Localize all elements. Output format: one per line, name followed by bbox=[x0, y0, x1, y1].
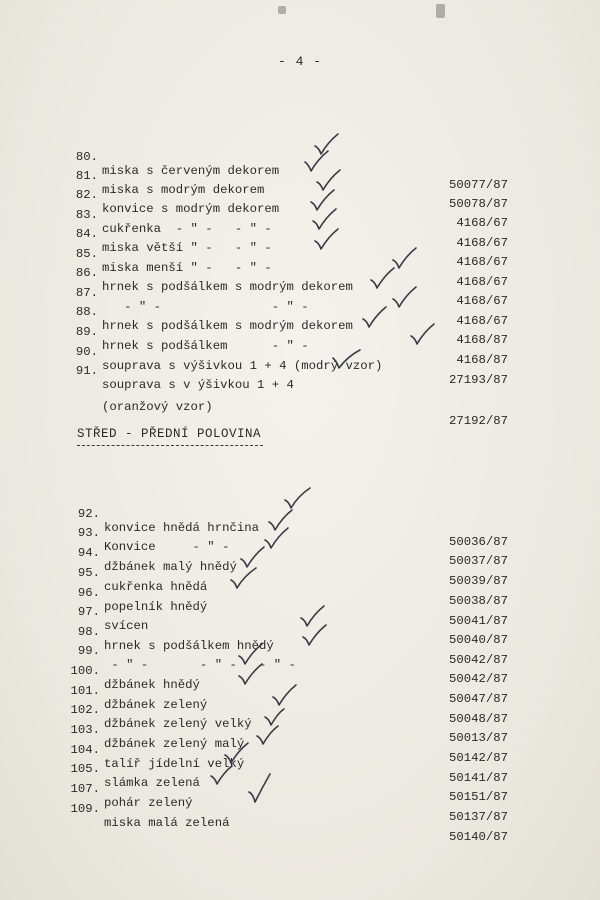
item-code: 50078/87 bbox=[448, 197, 508, 211]
check-mark-icon bbox=[246, 774, 276, 800]
item-description: talíř jídelní velký bbox=[104, 757, 245, 771]
item-description: svícen bbox=[104, 619, 149, 633]
item-number: 83. bbox=[75, 208, 98, 222]
item-description: Konvice - " - bbox=[104, 540, 230, 554]
item-description: džbánek zelený velký bbox=[104, 717, 252, 731]
page-number: - 4 - bbox=[277, 54, 322, 69]
check-mark-icon bbox=[254, 722, 284, 748]
item-number: 105. bbox=[70, 762, 100, 776]
item-description: souprava s v ýšivkou 1 + 4 bbox=[102, 378, 294, 392]
item-number: 104. bbox=[70, 743, 100, 757]
item-description: konvice s modrým dekorem bbox=[102, 202, 280, 216]
item-number: 88. bbox=[75, 305, 98, 319]
item-description: miska menší " - - " - bbox=[102, 261, 272, 275]
item-description: džbánek zelený malý bbox=[104, 737, 245, 751]
item-description: džbánek malý hnědý bbox=[104, 560, 237, 574]
item-code: 4168/87 bbox=[456, 353, 508, 367]
item-number: 94. bbox=[77, 546, 100, 560]
item-code: 50041/87 bbox=[448, 614, 508, 628]
check-mark-icon bbox=[236, 662, 266, 688]
item-code: 27193/87 bbox=[448, 373, 508, 387]
item-code: 50013/87 bbox=[448, 731, 508, 745]
item-description: miska větší " - - " - bbox=[102, 241, 272, 255]
item-code: 50048/87 bbox=[448, 712, 508, 726]
item-number: 81. bbox=[75, 169, 98, 183]
item-code: 50142/87 bbox=[448, 751, 508, 765]
item-code: 4168/67 bbox=[456, 255, 508, 269]
item-code: 4168/67 bbox=[456, 294, 508, 308]
item-code: 4168/67 bbox=[456, 216, 508, 230]
item-code: 50040/87 bbox=[448, 633, 508, 647]
item-code: 50042/87 bbox=[448, 653, 508, 667]
item-description: hrnek s podšálkem s modrým dekorem bbox=[102, 319, 353, 333]
item-number: 91. bbox=[75, 364, 98, 378]
item-description: popelník hnědý bbox=[104, 600, 208, 614]
check-mark-icon bbox=[208, 762, 238, 788]
item-code: 50047/87 bbox=[448, 692, 508, 706]
item-code: 50077/87 bbox=[448, 178, 508, 192]
item-number: 93. bbox=[77, 526, 100, 540]
item-code: 50038/87 bbox=[448, 594, 508, 608]
scan-smudge bbox=[278, 6, 286, 14]
item-description: miska malá zelená bbox=[104, 816, 230, 830]
check-mark-icon bbox=[228, 566, 258, 592]
item-number: 95. bbox=[77, 566, 100, 580]
check-mark-icon bbox=[330, 346, 360, 372]
item-number: 89. bbox=[75, 325, 98, 339]
item-description: - " - - " - - " - bbox=[104, 658, 296, 672]
item-number: 90. bbox=[75, 345, 98, 359]
item-description: cukřenka hnědá bbox=[104, 580, 208, 594]
item-code: 50039/87 bbox=[448, 574, 508, 588]
item-number: 84. bbox=[75, 227, 98, 241]
check-mark-icon bbox=[312, 227, 342, 253]
item-code: 50137/87 bbox=[448, 810, 508, 824]
item-number: 80. bbox=[75, 150, 98, 164]
item-number: 107. bbox=[70, 782, 100, 796]
item-description: džbánek hnědý bbox=[104, 678, 200, 692]
item-description: konvice hnědá hrnčina bbox=[104, 521, 259, 535]
section-heading: STŘED - PŘEDNÍ POLOVINA bbox=[77, 427, 262, 441]
item-code: 50141/87 bbox=[448, 771, 508, 785]
check-mark-icon bbox=[360, 305, 390, 331]
check-mark-icon bbox=[390, 285, 420, 311]
item-code: 4168/67 bbox=[456, 236, 508, 250]
item-description: slámka zelená bbox=[104, 776, 200, 790]
item-number: 100. bbox=[70, 664, 100, 678]
item-code: 50151/87 bbox=[448, 790, 508, 804]
item-number: 82. bbox=[75, 188, 98, 202]
item-code: 4168/67 bbox=[456, 275, 508, 289]
item-code: 50042/87 bbox=[448, 672, 508, 686]
item-description: souprava s výšivkou 1 + 4 (modrý vzor) bbox=[102, 359, 383, 373]
list-item bbox=[0, 372, 600, 428]
check-mark-icon bbox=[300, 623, 330, 649]
item-code: 27192/87 bbox=[448, 414, 508, 428]
item-number: 92. bbox=[77, 507, 100, 521]
item-number: 86. bbox=[75, 266, 98, 280]
item-number: 101. bbox=[70, 684, 100, 698]
item-number: 98. bbox=[77, 625, 100, 639]
item-description: džbánek zelený bbox=[104, 698, 208, 712]
item-description: hrnek s podšálkem hnědý bbox=[104, 639, 274, 653]
item-number: 103. bbox=[70, 723, 100, 737]
item-number: 102. bbox=[70, 703, 100, 717]
item-code: 4168/67 bbox=[456, 314, 508, 328]
item-number: 87. bbox=[75, 286, 98, 300]
item-code: 50037/87 bbox=[448, 554, 508, 568]
heading-underline bbox=[77, 445, 263, 446]
item-code: 50140/87 bbox=[448, 830, 508, 844]
item-number: 99. bbox=[77, 644, 100, 658]
item-number: 97. bbox=[77, 605, 100, 619]
item-description: hrnek s podšálkem s modrým dekorem bbox=[102, 280, 353, 294]
item-code: 50036/87 bbox=[448, 535, 508, 549]
item-description: hrnek s podšálkem - " - bbox=[102, 339, 309, 353]
item-number: 85. bbox=[75, 247, 98, 261]
scan-smudge bbox=[436, 4, 445, 18]
item-number: 109. bbox=[70, 802, 100, 816]
item-description: cukřenka - " - - " - bbox=[102, 222, 272, 236]
item-code: 4168/87 bbox=[456, 333, 508, 347]
item-description: pohár zelený bbox=[104, 796, 193, 810]
item-description: miska s červeným dekorem bbox=[102, 164, 280, 178]
item-description: (oranžový vzor) bbox=[102, 400, 213, 414]
item-description: - " - - " - bbox=[102, 300, 309, 314]
check-mark-icon bbox=[408, 322, 438, 348]
item-number: 96. bbox=[77, 586, 100, 600]
item-description: miska s modrým dekorem bbox=[102, 183, 265, 197]
